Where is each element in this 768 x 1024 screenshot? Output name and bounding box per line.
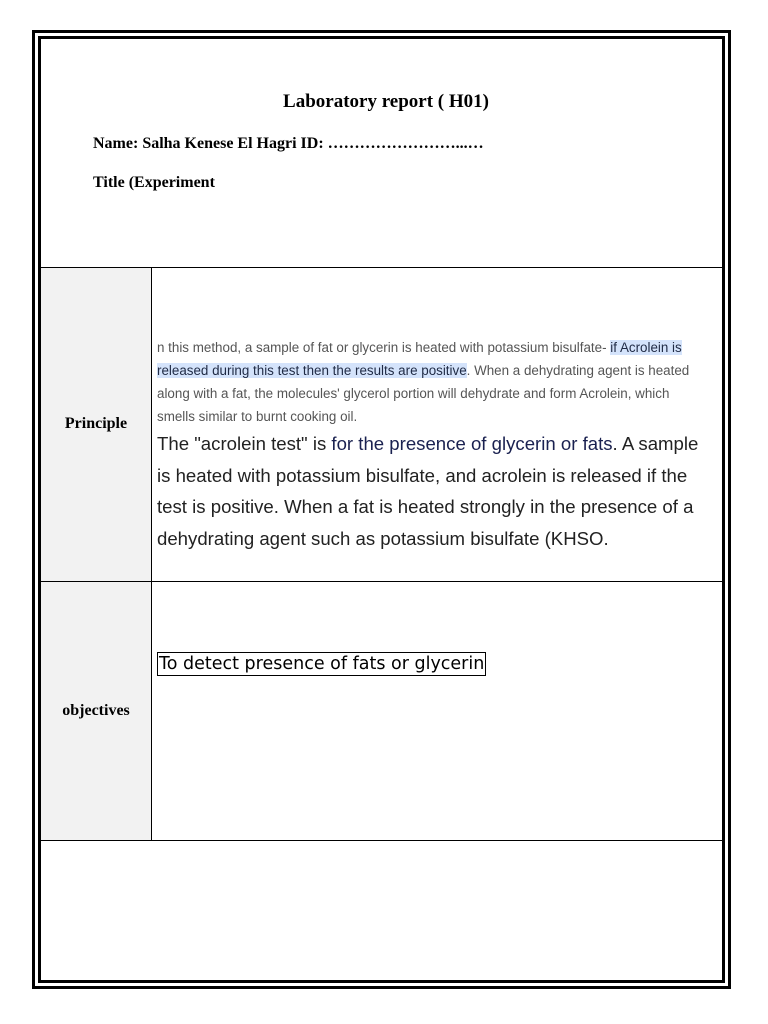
experiment-title: Title (Experiment (93, 174, 215, 191)
text-span: . A sample (612, 433, 699, 454)
text-span: . When a dehydrating agent is heated (466, 363, 690, 378)
text-line: is heated with potassium bisulfate, and acrolein is released if the (157, 464, 688, 486)
label-column (41, 268, 152, 841)
text-line: dehydrating agent such as potassium bisulfate (KHSO. (157, 527, 609, 549)
text-line: smells similar to burnt cooking oil. (157, 409, 358, 424)
text-span: for the presence of glycerin or fats (331, 433, 613, 454)
text-line (157, 428, 725, 460)
text-line (157, 359, 725, 382)
student-name-id: Name: Salha Kenese El Hagri ID: ……………………...… (93, 135, 484, 152)
table-divider (38, 581, 725, 582)
principle-small-text (157, 336, 725, 428)
text-span: The "acrolein test" is (157, 433, 332, 454)
text-line: along with a fat, the molecules' glycerol portion will dehydrate and form Acrolein, which (157, 386, 670, 401)
text-span: n this method, a sample of fat or glycerin is heated with potassium bisulfate- (157, 340, 611, 355)
table-divider (38, 267, 725, 268)
report-title: Laboratory report ( H01) (283, 91, 489, 112)
principle-main-text (157, 428, 725, 554)
text-line: test is positive. When a fat is heated strongly in the presence of a (157, 496, 694, 517)
principle-label: Principle (64, 415, 128, 432)
text-line (157, 336, 725, 359)
highlighted-text: released during this test then the results are positive (157, 363, 467, 378)
objectives-label: objectives (62, 702, 130, 719)
highlighted-text: if Acrolein is (610, 340, 682, 355)
report-page (38, 36, 725, 983)
table-divider (38, 840, 725, 841)
objectives-text-box: To detect presence of fats or glycerin (159, 654, 485, 674)
